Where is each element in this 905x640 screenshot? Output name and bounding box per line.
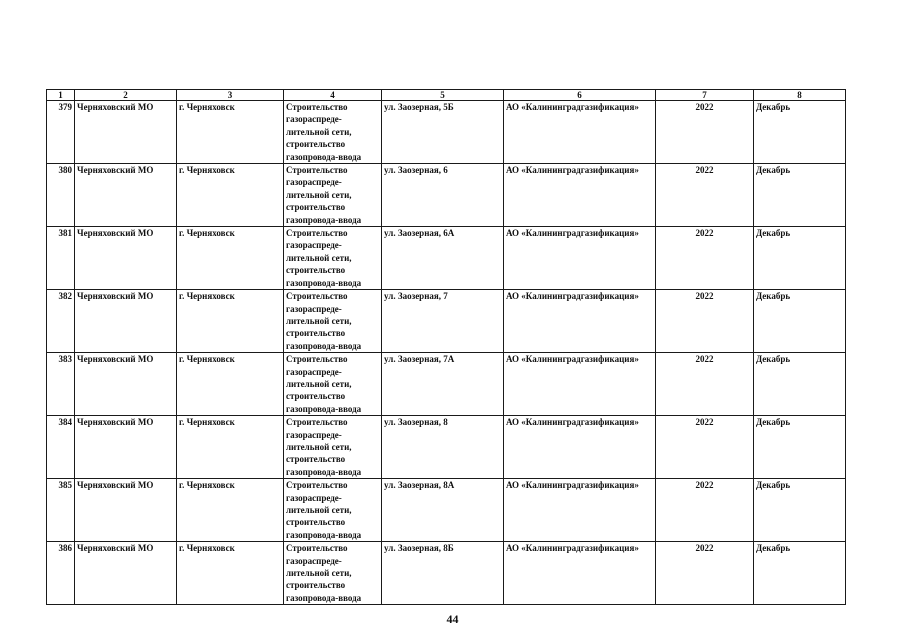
city-cell: г. Черняховск [177,353,284,416]
organization-cell: АО «Калининградгазификация» [504,479,656,542]
address-cell: ул. Заозерная, 8Б [382,542,504,605]
month-cell: Декабрь [754,290,846,353]
year-cell: 2022 [656,353,754,416]
organization-cell: АО «Калининградгазификация» [504,416,656,479]
address-cell: ул. Заозерная, 6 [382,164,504,227]
work-description-cell [284,416,382,479]
work-line: строительство [286,517,346,528]
table-row [47,164,846,227]
table-row [47,542,846,605]
municipality-cell: Черняховский МО [75,416,177,479]
work-line: лительной сети, [286,252,352,263]
work-line: газопровода-ввода [286,529,362,540]
table-row [47,290,846,353]
work-line: строительство [286,202,346,213]
year-cell: 2022 [656,290,754,353]
municipality-cell: Черняховский МО [75,479,177,542]
city-cell: г. Черняховск [177,164,284,227]
page-number: 44 [446,612,459,626]
work-line: газопровода-ввода [286,151,362,162]
column-number: 3 [177,90,284,101]
row-number: 380 [47,164,75,227]
work-line: лительной сети, [286,568,352,579]
month-cell: Декабрь [754,479,846,542]
city-cell: г. Черняховск [177,479,284,542]
work-line: строительство [286,391,346,402]
table-row [47,227,846,290]
work-line: Строительство [286,102,348,112]
year-cell: 2022 [656,416,754,479]
city-cell: г. Черняховск [177,227,284,290]
work-line: газопровода-ввода [286,214,362,225]
work-description-cell [284,479,382,542]
year-cell: 2022 [656,479,754,542]
address-cell: ул. Заозерная, 7А [382,353,504,416]
work-line: лительной сети, [286,189,352,200]
month-cell: Декабрь [754,164,846,227]
work-description-cell [284,101,382,164]
month-cell: Декабрь [754,416,846,479]
year-cell: 2022 [656,101,754,164]
work-line: Строительство [286,165,348,176]
work-line: Строительство [286,543,348,554]
city-cell: г. Черняховск [177,101,284,164]
work-line: газораспреде- [286,303,342,314]
organization-cell: АО «Калининградгазификация» [504,227,656,290]
work-line: строительство [286,265,346,276]
work-line: газопровода-ввода [286,403,362,414]
row-number: 386 [47,542,75,605]
work-line: Строительство [286,228,348,239]
address-cell: ул. Заозерная, 7 [382,290,504,353]
work-line: газопровода-ввода [286,340,362,351]
organization-cell: АО «Калининградгазификация» [504,164,656,227]
work-line: газопровода-ввода [286,592,362,603]
city-cell: г. Черняховск [177,542,284,605]
month-cell: Декабрь [754,227,846,290]
address-cell: ул. Заозерная, 8 [382,416,504,479]
column-number: 5 [382,90,504,101]
row-number: 379 [47,101,75,164]
row-number: 384 [47,416,75,479]
work-description-cell [284,290,382,353]
work-line: строительство [286,454,346,465]
work-line: газораспреде- [286,555,342,566]
organization-cell: АО «Калининградгазификация» [504,542,656,605]
work-line: Строительство [286,354,348,365]
organization-cell: АО «Калининградгазификация» [504,290,656,353]
month-cell: Декабрь [754,542,846,605]
year-cell: 2022 [656,542,754,605]
work-line: газопровода-ввода [286,466,362,477]
work-line: газораспреде- [286,177,342,188]
table-row [47,479,846,542]
work-description-cell [284,227,382,290]
column-number-row [47,90,846,101]
work-line: газораспреде- [286,492,342,503]
city-cell: г. Черняховск [177,290,284,353]
work-line: газораспреде- [286,429,342,440]
address-cell: ул. Заозерная, 6А [382,227,504,290]
column-number: 8 [754,90,846,101]
work-line: лительной сети, [286,378,352,389]
municipality-cell: Черняховский МО [75,542,177,605]
work-line: газопровода-ввода [286,277,362,288]
municipality-cell: Черняховский МО [75,164,177,227]
work-line: газораспреде- [286,240,342,251]
work-description-cell [284,542,382,605]
column-number: 6 [504,90,656,101]
address-cell: ул. Заозерная, 5Б [382,101,504,164]
work-line: газораспреде- [286,366,342,377]
column-number: 7 [656,90,754,101]
municipality-cell: Черняховский МО [75,101,177,164]
column-number: 4 [284,90,382,101]
column-number: 2 [75,90,177,101]
row-number: 385 [47,479,75,542]
work-line: лительной сети, [286,505,352,515]
column-number: 1 [47,90,75,101]
work-line: Строительство [286,417,348,428]
work-line: лительной сети, [286,126,352,137]
work-line: лительной сети, [286,441,352,452]
municipality-cell: Черняховский МО [75,290,177,353]
row-number: 382 [47,290,75,353]
table-row [47,101,846,164]
organization-cell: АО «Калининградгазификация» [504,353,656,416]
work-description-cell [284,164,382,227]
work-description-cell [284,353,382,416]
work-line: строительство [286,580,346,591]
organization-cell: АО «Калининградгазификация» [504,101,656,164]
municipality-cell: Черняховский МО [75,353,177,416]
work-line: строительство [286,139,346,150]
work-line: Строительство [286,480,348,491]
table-row [47,416,846,479]
row-number: 381 [47,227,75,290]
work-line: Строительство [286,291,348,302]
city-cell: г. Черняховск [177,416,284,479]
work-line: строительство [286,328,346,339]
month-cell: Декабрь [754,353,846,416]
row-number: 383 [47,353,75,416]
work-line: лительной сети, [286,315,352,326]
table-row [47,353,846,416]
address-cell: ул. Заозерная, 8А [382,479,504,542]
year-cell: 2022 [656,164,754,227]
year-cell: 2022 [656,227,754,290]
work-line: газораспреде- [286,114,342,125]
municipality-cell: Черняховский МО [75,227,177,290]
month-cell: Декабрь [754,101,846,164]
document-table [46,89,846,605]
